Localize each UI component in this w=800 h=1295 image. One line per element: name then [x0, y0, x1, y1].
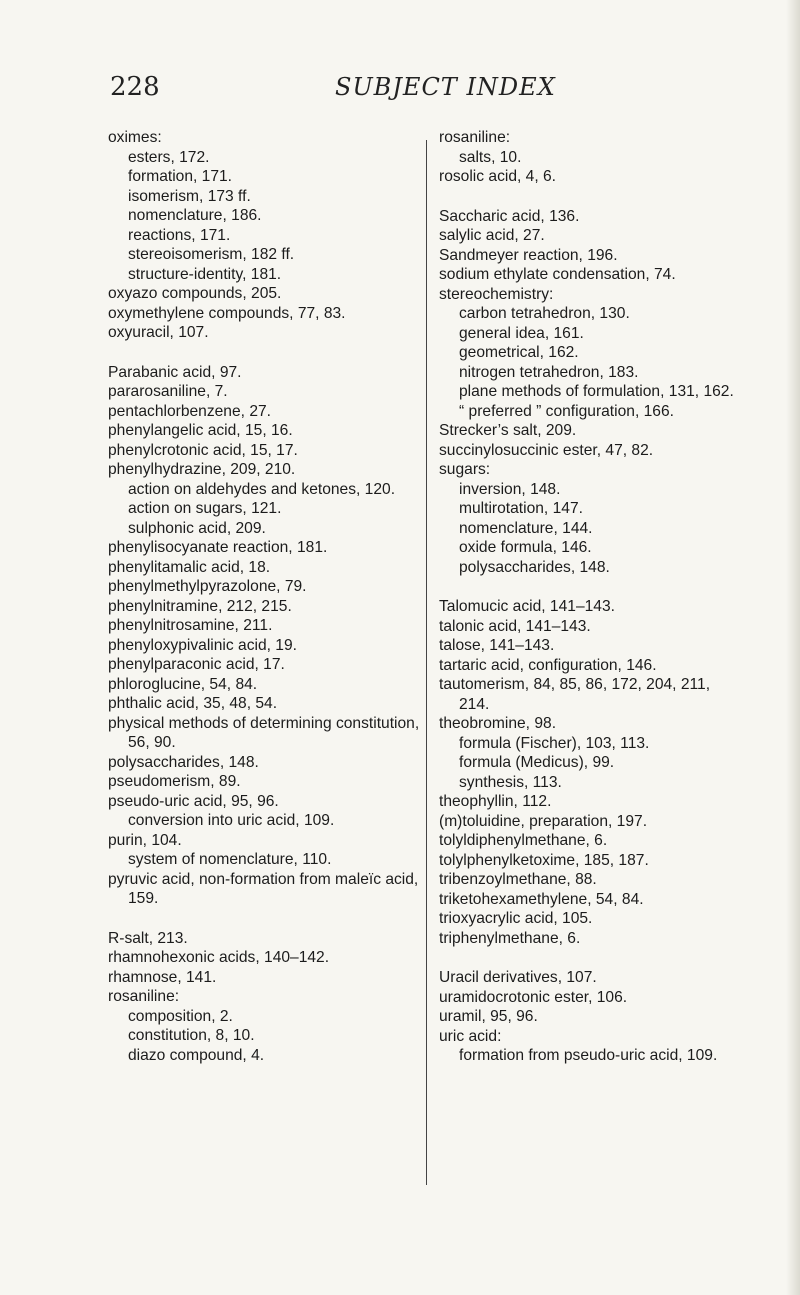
index-subentry: nomenclature, 186.: [128, 207, 262, 224]
index-subentry: constitution, 8, 10.: [128, 1027, 255, 1044]
index-subentry: stereoisomerism, 182 ff.: [128, 246, 295, 263]
page-header: [110, 72, 710, 112]
index-subentry: diazo compound, 4.: [128, 1046, 265, 1064]
index-subentry: action on aldehydes and ketones, 120.: [128, 480, 396, 498]
index-entry: phenylangelic acid, 15, 16.: [108, 422, 293, 439]
index-entry: trioxyacrylic acid, 105.: [439, 910, 593, 927]
index-entry: oxyazo compounds, 205.: [108, 285, 282, 302]
index-subentry: structure-identity, 181.: [128, 265, 282, 283]
index-entry: phenylnitrosamine, 211.: [108, 617, 273, 634]
page-number: 228: [110, 72, 160, 102]
index-entry: Uracil derivatives, 107.: [439, 969, 597, 986]
group-spacer: [439, 948, 739, 968]
index-entry: rosolic acid, 4, 6.: [439, 168, 557, 185]
index-entry: pentachlorbenzene, 27.: [108, 402, 271, 420]
index-entry: tautomerism, 84, 85, 86, 172, 204, 211, 214.: [439, 676, 711, 713]
index-subentry: formation from pseudo-uric acid, 109.: [459, 1047, 718, 1064]
index-entry: Strecker’s salt, 209.: [439, 422, 577, 439]
index-subentry: nomenclature, 144.: [459, 519, 593, 537]
index-entry: pseudo-uric acid, 95, 96.: [108, 792, 279, 810]
index-entry: phloroglucine, 54, 84.: [108, 675, 258, 693]
index-entry: talonic acid, 141–143.: [439, 617, 591, 635]
index-entry: tolylphenylketoxime, 185, 187.: [439, 851, 649, 869]
index-entry: stereochemistry:: [439, 285, 554, 303]
index-entry: phthalic acid, 35, 48, 54.: [108, 695, 278, 712]
index-entry: uramidocrotonic ester, 106.: [439, 988, 628, 1006]
index-entry: polysaccharides, 148.: [108, 753, 259, 771]
index-subentry: sulphonic acid, 209.: [128, 519, 266, 537]
index-entry: Parabanic acid, 97.: [108, 363, 242, 381]
index-entry: oxyuracil, 107.: [108, 324, 209, 341]
index-subentry: oxide formula, 146.: [459, 539, 592, 556]
index-subentry: plane methods of formulation, 131, 162.: [459, 383, 734, 400]
index-subentry: carbon tetrahedron, 130.: [459, 305, 630, 322]
running-head-title: SUBJECT INDEX: [335, 73, 556, 101]
index-entry: R-salt, 213.: [108, 929, 188, 947]
index-subentry: isomerism, 173 ff.: [128, 187, 251, 205]
index-entry: uramil, 95, 96.: [439, 1008, 538, 1025]
index-entry: sugars:: [439, 461, 491, 478]
index-subentry: formula (Fischer), 103, 113.: [459, 734, 650, 752]
index-entry: tribenzoylmethane, 88.: [439, 871, 597, 888]
index-entry: phenylcrotonic acid, 15, 17.: [108, 441, 298, 459]
index-entry: phenylisocyanate reaction, 181.: [108, 539, 328, 556]
index-subentry: salts, 10.: [459, 148, 522, 166]
index-entry: phenylmethylpyrazolone, 79.: [108, 578, 307, 595]
index-entry: Sandmeyer reaction, 196.: [439, 246, 618, 264]
index-subentry: action on sugars, 121.: [128, 500, 282, 517]
index-entry: sodium ethylate condensation, 74.: [439, 266, 676, 283]
index-entry: tolyldiphenylmethane, 6.: [439, 832, 608, 849]
index-entry: rosaniline:: [439, 129, 511, 146]
index-subentry: geometrical, 162.: [459, 344, 579, 361]
index-entry: oxymethylene compounds, 77, 83.: [108, 304, 346, 322]
index-entry: theophyllin, 112.: [439, 793, 552, 810]
group-spacer: [439, 577, 739, 597]
index-entry: triphenylmethane, 6.: [439, 929, 581, 947]
index-subentry: inversion, 148.: [459, 480, 561, 498]
index-entry: pseudomerism, 89.: [108, 773, 241, 790]
index-subentry: multirotation, 147.: [459, 500, 583, 517]
index-entry: theobromine, 98.: [439, 715, 557, 732]
index-entry: (m)toluidine, preparation, 197.: [439, 812, 648, 830]
group-spacer: [108, 909, 423, 929]
index-entry: physical methods of determining constitution, 56, 90.: [108, 714, 420, 751]
index-entry: salylic acid, 27.: [439, 227, 545, 244]
index-entry: pararosaniline, 7.: [108, 383, 228, 400]
index-column-right: [439, 128, 739, 1066]
index-entry: Saccharic acid, 136.: [439, 207, 580, 225]
index-entry: phenylparaconic acid, 17.: [108, 656, 285, 673]
index-subentry: system of nomenclature, 110.: [128, 851, 332, 868]
page-edge-shadow: [786, 0, 800, 1295]
index-subentry: polysaccharides, 148.: [459, 558, 610, 576]
index-entry: talose, 141–143.: [439, 637, 555, 654]
column-divider: [426, 140, 427, 1185]
index-entry: phenylnitramine, 212, 215.: [108, 597, 292, 615]
index-subentry: formula (Medicus), 99.: [459, 754, 615, 771]
index-entry: uric acid:: [439, 1027, 502, 1045]
index-entry: rhamnohexonic acids, 140–142.: [108, 949, 330, 966]
index-entry: triketohexamethylene, 54, 84.: [439, 890, 644, 908]
index-subentry: reactions, 171.: [128, 226, 231, 244]
group-spacer: [439, 187, 739, 207]
index-subentry: “ preferred ” configuration, 166.: [459, 402, 674, 420]
index-entry: tartaric acid, configuration, 146.: [439, 656, 657, 674]
index-subentry: esters, 172.: [128, 148, 210, 166]
index-entry: pyruvic acid, non-formation from maleïc acid, 159.: [108, 870, 419, 907]
index-subentry: nitrogen tetrahedron, 183.: [459, 363, 639, 381]
group-spacer: [108, 343, 423, 363]
index-subentry: composition, 2.: [128, 1007, 233, 1025]
index-column-left: [108, 128, 423, 1065]
index-subentry: formation, 171.: [128, 168, 233, 185]
index-subentry: conversion into uric acid, 109.: [128, 812, 335, 829]
index-entry: phenylhydrazine, 209, 210.: [108, 461, 296, 478]
index-entry: oximes:: [108, 129, 162, 146]
index-subentry: synthesis, 113.: [459, 773, 562, 791]
index-entry: purin, 104.: [108, 831, 182, 849]
index-entry: phenylitamalic acid, 18.: [108, 558, 271, 576]
index-entry: phenyloxypivalinic acid, 19.: [108, 636, 297, 654]
index-subentry: general idea, 161.: [459, 324, 584, 342]
index-entry: rhamnose, 141.: [108, 968, 217, 986]
index-entry: rosaniline:: [108, 988, 180, 1005]
index-entry: succinylosuccinic ester, 47, 82.: [439, 441, 654, 459]
index-entry: Talomucic acid, 141–143.: [439, 598, 615, 615]
